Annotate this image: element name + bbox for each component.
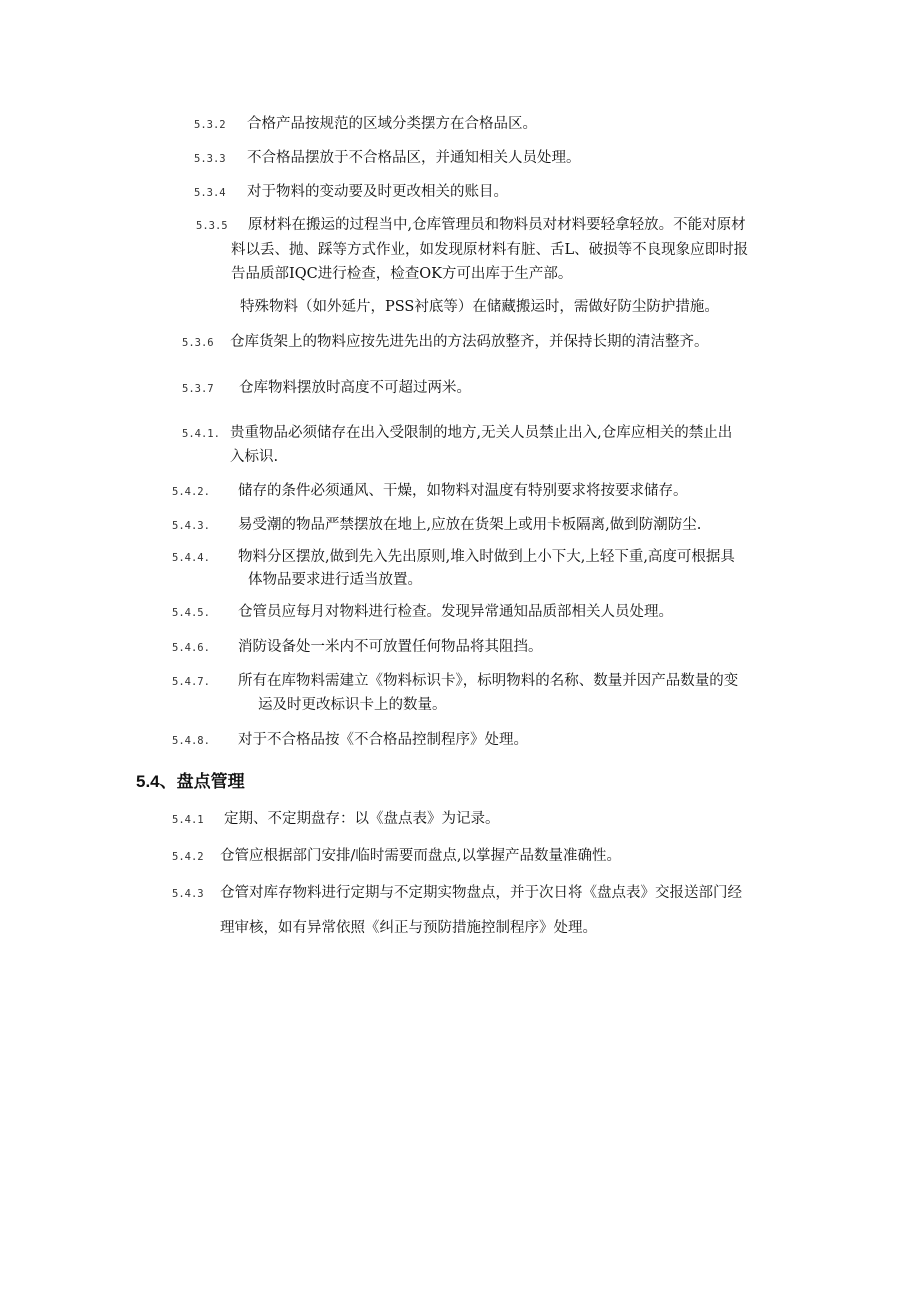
item-text: 消防设备处一米内不可放置任何物品将其阻挡。 [238,639,543,655]
list-item [172,670,738,693]
list-item [172,808,500,831]
item-text: 贵重物品必须储存在出入受限制的地方,无关人员禁止出入,仓库应相关的禁止出 [230,425,733,441]
item-text-continuation: 告品质部IQC进行检查，检查OK方可出库于生产部。 [231,266,573,282]
item-number: 5.4.8. [172,735,210,747]
list-item [182,377,471,400]
item-text: 易受潮的物品严禁摆放在地上,应放在货架上或用卡板隔离,做到防潮防尘. [238,517,702,533]
item-number: 5.3.7 [182,383,214,395]
item-number: 5.4.2. [172,486,210,498]
item-number: 5.4.3. [172,520,210,532]
item-number: 5.3.2 [194,119,226,131]
list-item [194,147,581,170]
item-text: 对于不合格品按《不合格品控制程序》处理。 [238,732,528,748]
list-item [172,636,543,659]
list-item [196,214,746,237]
item-text-continuation: 料以丢、抛、踩等方式作业，如发现原材料有脏、舌L、破损等不良现象应即时报 [231,242,749,258]
item-number: 5.3.5 [196,220,228,232]
item-number: 5.4.2 [172,851,204,863]
list-item [194,181,508,204]
item-text: 物料分区摆放,做到先入先出原则,堆入时做到上小下大,上轻下重,高度可根据具 [238,549,735,565]
item-text: 原材料在搬运的过程当中,仓库管理员和物料员对材料要轻拿轻放。不能对原材 [248,217,746,233]
item-text-continuation: 理审核，如有异常依照《纠正与预防措施控制程序》处理。 [220,920,597,936]
item-text: 仓库货架上的物料应按先进先出的方法码放整齐，并保持长期的清洁整齐。 [230,334,709,350]
item-text: 合格产品按规范的区域分类摆方在合格品区。 [247,116,537,132]
list-item [172,514,701,537]
list-item [182,331,709,354]
item-text: 仓管对库存物料进行定期与不定期实物盘点，并于次日将《盘点表》交报送部门经 [220,885,742,901]
list-item [172,845,621,868]
item-text-continuation: 体物品要求进行适当放置。 [248,572,422,588]
list-item [182,422,732,445]
item-text: 仓管员应每月对物料进行检查。发现异常通知品质部相关人员处理。 [238,604,673,620]
list-item [172,882,742,905]
item-number: 5.3.6 [182,337,214,349]
item-number: 5.4.6. [172,642,210,654]
item-text: 仓库物料摆放时高度不可超过两米。 [239,380,471,396]
list-item [172,480,688,503]
item-number: 5.4.1 [172,814,204,826]
item-text: 定期、不定期盘存：以《盘点表》为记录。 [224,811,500,827]
item-text: 所有在库物料需建立《物料标识卡》，标明物料的名称、数量并因产品数量的变 [238,673,739,689]
item-number: 5.3.3 [194,153,226,165]
item-text-continuation: 运及时更改标识卡上的数量。 [258,697,447,713]
item-number: 5.4.7. [172,676,210,688]
item-text: 储存的条件必须通风、干燥，如物料对温度有特别要求将按要求储存。 [238,483,688,499]
item-text: 仓管应根据部门安排/临时需要而盘点,以掌握产品数量准确性。 [220,848,621,864]
item-number: 5.4.4. [172,552,210,564]
note-text: 特殊物料（如外延片，PSS衬底等）在储藏搬运时，需做好防尘防护措施。 [240,299,719,315]
item-number: 5.4.1. [182,428,220,440]
item-number: 5.4.3 [172,888,204,900]
section-heading: 5.4、盘点管理 [136,772,245,791]
item-text: 对于物料的变动要及时更改相关的账目。 [247,184,508,200]
list-item [194,113,537,136]
list-item [172,601,673,624]
item-number: 5.3.4 [194,187,226,199]
item-number: 5.4.5. [172,607,210,619]
list-item [172,546,735,569]
item-text-continuation: 入标识. [230,449,279,465]
list-item [172,729,528,752]
item-text: 不合格品摆放于不合格品区，并通知相关人员处理。 [247,150,581,166]
